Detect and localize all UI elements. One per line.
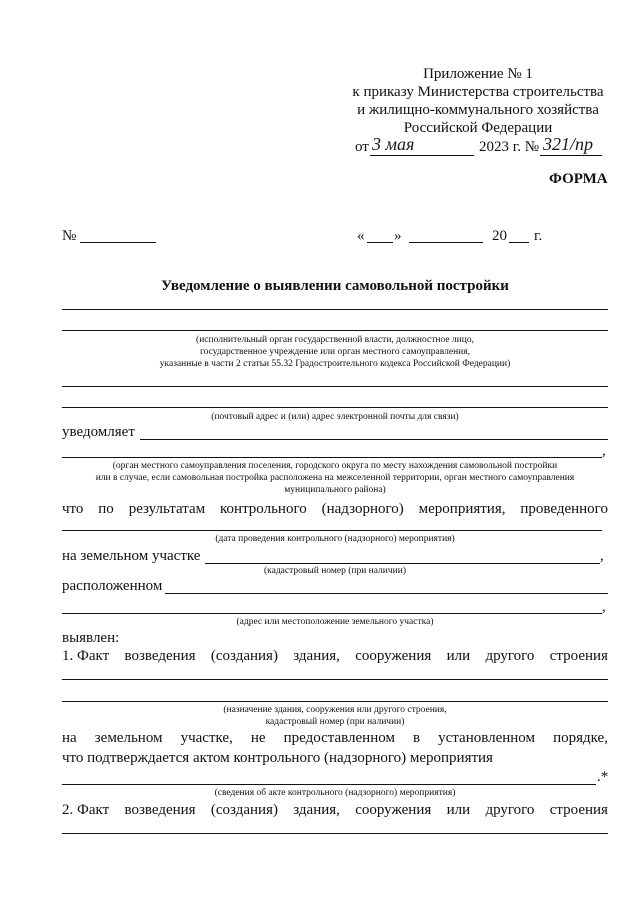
document-title: Уведомление о выявлении самовольной постройки (161, 278, 509, 294)
authority-line-1 (62, 309, 608, 310)
year-line (509, 242, 529, 243)
word: установленном (438, 730, 536, 746)
local-gov-comma: , (602, 443, 606, 459)
word: строения (549, 802, 608, 818)
word: участке, (180, 730, 233, 746)
inspection-date-line (62, 530, 602, 531)
word: возведения (124, 648, 196, 664)
word: не (250, 730, 266, 746)
doc-number-label: № (62, 228, 77, 244)
fact-1-sentence (62, 649, 608, 664)
not-provided-sentence (62, 731, 608, 746)
word: порядке, (553, 730, 608, 746)
authority-caption-2: государственное учреждение или орган местного самоуправления, (200, 347, 470, 357)
purpose-line-1 (62, 679, 608, 680)
day-line (367, 242, 393, 243)
order-line-3: Российской Федерации (403, 120, 553, 136)
handwritten-number: 321/пр (543, 134, 594, 154)
location-caption: (адрес или местоположение земельного участка) (236, 617, 434, 627)
word: результатам (128, 501, 206, 517)
purpose-caption-1: (назначение здания, сооружения или другого строения, (223, 705, 447, 715)
word: (создания) (210, 802, 278, 818)
authority-line-2 (62, 330, 608, 331)
appendix-number: Приложение № 1 (423, 66, 533, 82)
order-line-1: к приказу Министерства строительства (352, 84, 604, 100)
word: 1. Факт (62, 648, 110, 664)
address-line-2 (62, 407, 608, 408)
date-prefix: от (355, 139, 369, 155)
fact-2-line (62, 833, 608, 834)
word: сооружения (355, 802, 432, 818)
word: другого (485, 802, 535, 818)
month-line (409, 242, 483, 243)
authority-caption-3: указанные в части 2 статьи 55.32 Градостроительного кодекса Российской Федерации) (159, 359, 511, 369)
local-gov-caption-3: муниципального района) (284, 485, 386, 495)
handwritten-date: 3 мая (372, 134, 415, 154)
inspection-date-caption: (дата проведения контрольного (надзорного) мероприятия) (215, 534, 455, 544)
word: что (62, 501, 84, 517)
notifies-line (140, 439, 608, 440)
act-caption: (сведения об акте контрольного (надзорного) мероприятия) (214, 788, 456, 798)
word: 2. Факт (62, 802, 110, 818)
word: предоставленном (283, 730, 395, 746)
address-line-1 (62, 386, 608, 387)
on-plot-text: на земельном участке (62, 548, 201, 564)
form-label: ФОРМА (549, 171, 608, 187)
date-close-quote: » (394, 228, 402, 244)
word: (надзорного) (321, 501, 404, 517)
date-underline (370, 155, 474, 156)
word: по (98, 501, 114, 517)
date-year: 2023 г. № (479, 139, 540, 155)
word: здания, (293, 802, 340, 818)
located-line (165, 593, 608, 594)
word: или (446, 648, 471, 664)
order-line-2: и жилищно-коммунального хозяйства (357, 102, 599, 118)
confirmed-text: что подтверждается актом контрольного (надзорного) мероприятия (62, 750, 493, 766)
fact-2-sentence (62, 803, 608, 818)
act-line (62, 784, 596, 785)
footnote-mark: .* (597, 769, 609, 785)
notifies-text: уведомляет (62, 424, 135, 440)
word: в (413, 730, 421, 746)
date-open-quote: « (357, 228, 365, 244)
inspection-sentence (62, 502, 608, 517)
located-text: расположенном (62, 578, 163, 594)
word: сооружения (355, 648, 432, 664)
word: или (446, 802, 471, 818)
year-prefix: 20 (492, 228, 507, 244)
word: (создания) (210, 648, 278, 664)
local-gov-caption-2: или в случае, если самовольная постройка расположена на межселенной территории, орган местного самоуправления (95, 473, 575, 483)
word: возведения (124, 802, 196, 818)
year-suffix: г. (534, 228, 543, 244)
number-underline (540, 155, 602, 156)
word: на (62, 730, 77, 746)
word: контрольного (220, 501, 307, 517)
word: земельном (94, 730, 163, 746)
local-gov-caption-1: (орган местного самоуправления поселения, городского округа по месту нахождения самовольной постройки (112, 461, 558, 471)
local-gov-line (62, 457, 602, 458)
location-line (62, 613, 602, 614)
cadastral-line (205, 563, 600, 564)
word: строения (549, 648, 608, 664)
found-text: выявлен: (62, 630, 120, 646)
purpose-line-2 (62, 701, 608, 702)
word: здания, (293, 648, 340, 664)
word: другого (485, 648, 535, 664)
address-caption: (почтовый адрес и (или) адрес электронной почты для связи) (211, 412, 459, 422)
authority-caption-1: (исполнительный орган государственной власти, должностное лицо, (196, 335, 474, 345)
cadastral-comma: , (600, 548, 604, 564)
cadastral-caption: (кадастровый номер (при наличии) (264, 566, 406, 576)
word: мероприятия, (418, 501, 506, 517)
word: проведенного (520, 501, 608, 517)
location-comma: , (602, 599, 606, 615)
purpose-caption-2: кадастровый номер (при наличии) (265, 717, 405, 727)
doc-number-line (80, 242, 156, 243)
